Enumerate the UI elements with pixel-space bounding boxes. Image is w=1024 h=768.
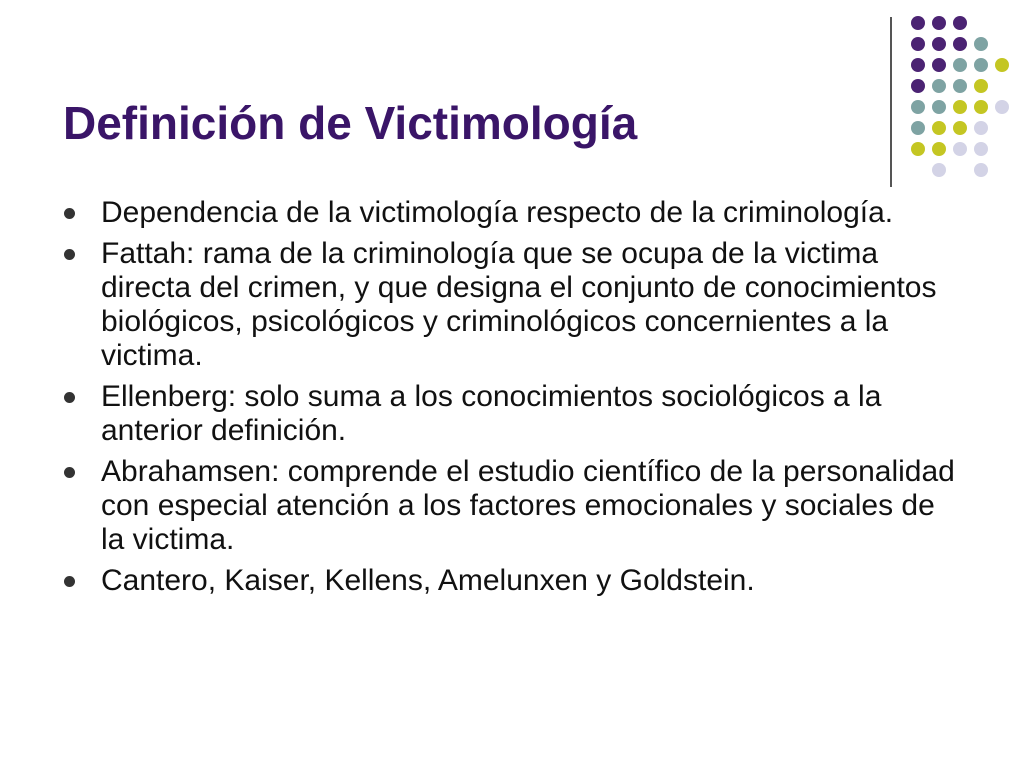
- decorative-dot: [932, 121, 946, 135]
- bullet-text: Dependencia de la victimología respecto de la criminología.: [101, 196, 894, 229]
- bullet-dot-icon: [64, 249, 75, 260]
- decorative-dot: [911, 100, 925, 114]
- decorative-dot: [932, 58, 946, 72]
- decorative-dot: [911, 58, 925, 72]
- bullet-dot-icon: [64, 208, 75, 219]
- decorative-dot: [953, 37, 967, 51]
- decorative-dot: [932, 142, 946, 156]
- bullet-text: Ellenberg: solo suma a los conocimientos sociológicos a la anterior definición.: [101, 380, 882, 447]
- decorative-dot: [932, 16, 946, 30]
- decorative-dot: [932, 79, 946, 93]
- decorative-dot: [995, 100, 1009, 114]
- bullet-dot-icon: [64, 392, 75, 403]
- decorative-dot: [953, 142, 967, 156]
- decorative-dot: [974, 121, 988, 135]
- decorative-dot: [911, 16, 925, 30]
- bullet-list: [60, 196, 960, 605]
- bullet-item: [60, 564, 960, 598]
- bullet-item: [60, 237, 960, 373]
- decorative-dot: [974, 37, 988, 51]
- bullet-item: [60, 455, 960, 557]
- bullet-item: [60, 196, 960, 230]
- decorative-dot: [995, 58, 1009, 72]
- bullet-dot-icon: [64, 576, 75, 587]
- bullet-dot-icon: [64, 467, 75, 478]
- decorative-dot: [911, 37, 925, 51]
- decorative-dot: [953, 121, 967, 135]
- decorative-dot: [911, 79, 925, 93]
- bullet-item: [60, 380, 960, 448]
- decorative-dot: [953, 58, 967, 72]
- slide-title: Definición de Victimología: [63, 97, 638, 149]
- decorative-dot: [974, 100, 988, 114]
- decorative-dot: [953, 16, 967, 30]
- bullet-text: Abrahamsen: comprende el estudio científico de la personalidad con especial atención a los factores emocionales y sociales de la victima.: [101, 455, 955, 556]
- divider-line: [890, 17, 892, 187]
- decorative-dot: [911, 121, 925, 135]
- decorative-dot: [932, 37, 946, 51]
- bullet-text: Fattah: rama de la criminología que se ocupa de la victima directa del crimen, y que designa el conjunto de conocimientos biológicos, psicológicos y criminológicos concernientes a la victima.: [101, 237, 937, 372]
- decorative-dot: [974, 142, 988, 156]
- decorative-dot: [932, 163, 946, 177]
- decorative-dot: [953, 100, 967, 114]
- decorative-dot: [932, 100, 946, 114]
- decorative-dot: [911, 142, 925, 156]
- bullet-text: Cantero, Kaiser, Kellens, Amelunxen y Goldstein.: [101, 564, 755, 597]
- decorative-dot: [974, 79, 988, 93]
- decorative-dot: [974, 163, 988, 177]
- decorative-dot: [974, 58, 988, 72]
- decorative-dot: [953, 79, 967, 93]
